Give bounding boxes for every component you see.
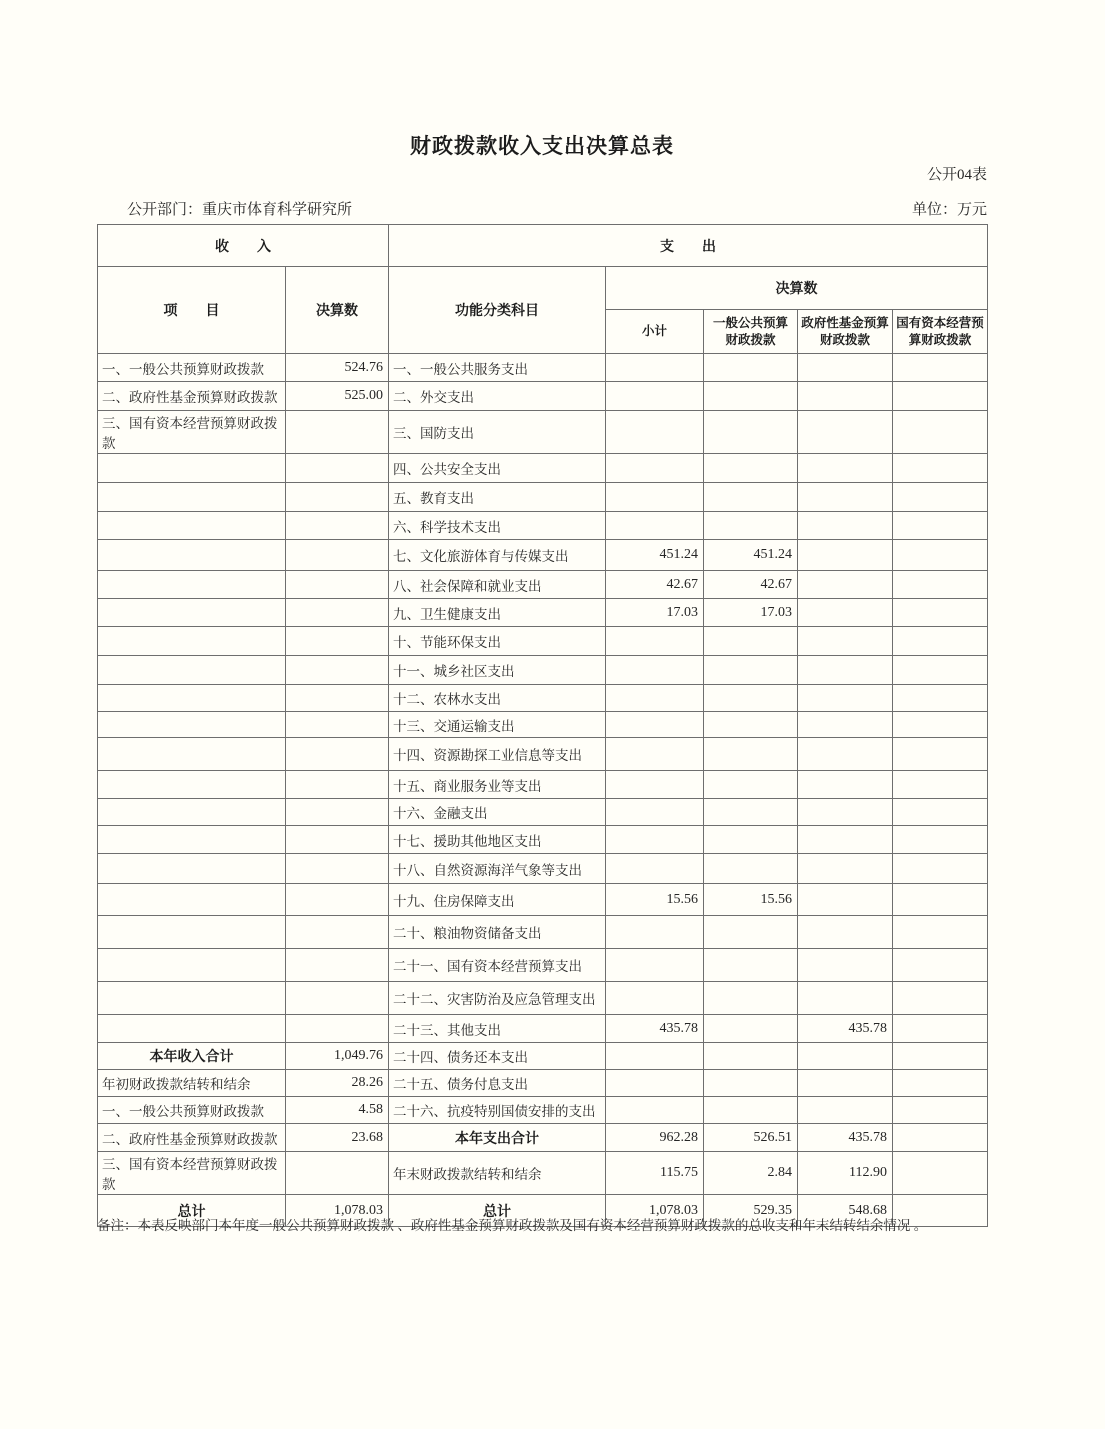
expense-subtotal-cell: 1,078.03 (606, 1195, 704, 1227)
income-value-cell: 23.68 (286, 1124, 389, 1152)
expense-state-capital-cell (893, 982, 988, 1015)
income-value-cell: 4.58 (286, 1097, 389, 1124)
expense-general-budget-cell (704, 411, 798, 454)
expense-gov-fund-cell (798, 738, 893, 771)
expense-item-cell: 本年支出合计 (389, 1124, 606, 1152)
expense-gov-fund-cell (798, 1097, 893, 1124)
expense-subtotal-cell: 17.03 (606, 599, 704, 627)
expense-subtotal-cell (606, 1043, 704, 1070)
expense-general-budget-cell (704, 826, 798, 854)
table-row (98, 685, 988, 712)
income-value-cell (286, 454, 389, 483)
expense-state-capital-cell (893, 884, 988, 916)
expense-general-budget-cell (704, 854, 798, 884)
header-row-sections (98, 225, 988, 267)
income-value-cell (286, 884, 389, 916)
expense-subtotal-cell (606, 354, 704, 382)
table-row (98, 826, 988, 854)
expense-state-capital-cell (893, 483, 988, 512)
expense-general-budget-cell (704, 685, 798, 712)
column-header-gov-fund: 政府性基金预算财政拨款 (798, 310, 893, 354)
income-item-cell: 三、国有资本经营预算财政拨款 (98, 411, 286, 454)
expense-state-capital-cell (893, 656, 988, 685)
expense-item-cell: 六、科学技术支出 (389, 512, 606, 540)
expense-subtotal-cell: 15.56 (606, 884, 704, 916)
expense-gov-fund-cell (798, 599, 893, 627)
table-row (98, 771, 988, 799)
column-header-final-amount: 决算数 (286, 267, 389, 354)
expense-general-budget-cell (704, 799, 798, 826)
expense-item-cell: 二、外交支出 (389, 382, 606, 411)
expense-general-budget-cell (704, 1097, 798, 1124)
expense-gov-fund-cell (798, 354, 893, 382)
expense-general-budget-cell: 526.51 (704, 1124, 798, 1152)
expense-gov-fund-cell (798, 884, 893, 916)
expense-gov-fund-cell: 435.78 (798, 1124, 893, 1152)
expense-general-budget-cell (704, 382, 798, 411)
income-item-cell (98, 685, 286, 712)
expense-subtotal-cell: 42.67 (606, 571, 704, 599)
table-header (98, 225, 988, 354)
income-item-cell (98, 738, 286, 771)
income-value-cell (286, 599, 389, 627)
expense-item-cell: 十七、援助其他地区支出 (389, 826, 606, 854)
income-value-cell (286, 799, 389, 826)
expense-general-budget-cell (704, 1015, 798, 1043)
expense-general-budget-cell: 451.24 (704, 540, 798, 571)
expense-gov-fund-cell (798, 411, 893, 454)
income-value-cell (286, 540, 389, 571)
expense-subtotal-cell (606, 712, 704, 738)
expense-gov-fund-cell (798, 483, 893, 512)
income-item-cell: 一、一般公共预算财政拨款 (98, 354, 286, 382)
table-row (98, 354, 988, 382)
expense-general-budget-cell (704, 982, 798, 1015)
expense-state-capital-cell (893, 1152, 988, 1195)
table-row (98, 483, 988, 512)
expense-state-capital-cell (893, 540, 988, 571)
income-item-cell: 二、政府性基金预算财政拨款 (98, 382, 286, 411)
income-value-cell (286, 685, 389, 712)
expense-general-budget-cell (704, 627, 798, 656)
expense-general-budget-cell (704, 1070, 798, 1097)
expense-general-budget-cell: 17.03 (704, 599, 798, 627)
income-item-cell (98, 599, 286, 627)
expense-state-capital-cell (893, 627, 988, 656)
expense-item-cell: 十二、农林水支出 (389, 685, 606, 712)
expense-subtotal-cell (606, 826, 704, 854)
income-item-cell (98, 916, 286, 949)
income-value-cell (286, 712, 389, 738)
unit-label: 单位：万元 (911, 202, 987, 218)
expense-subtotal-cell (606, 656, 704, 685)
income-value-cell (286, 571, 389, 599)
expense-subtotal-cell (606, 1097, 704, 1124)
expense-general-budget-cell (704, 771, 798, 799)
expense-item-cell: 一、一般公共服务支出 (389, 354, 606, 382)
table-row (98, 1070, 988, 1097)
expense-item-cell: 九、卫生健康支出 (389, 599, 606, 627)
header-row-columns (98, 267, 988, 310)
income-item-cell: 三、国有资本经营预算财政拨款 (98, 1152, 286, 1195)
expense-gov-fund-cell (798, 712, 893, 738)
expense-state-capital-cell (893, 1097, 988, 1124)
expense-state-capital-cell (893, 771, 988, 799)
expense-general-budget-cell (704, 454, 798, 483)
expense-gov-fund-cell (798, 540, 893, 571)
expense-general-budget-cell: 529.35 (704, 1195, 798, 1227)
income-section-header: 收 入 (98, 225, 389, 267)
income-item-cell (98, 483, 286, 512)
expense-state-capital-cell (893, 354, 988, 382)
expense-subtotal-cell (606, 738, 704, 771)
expense-state-capital-cell (893, 1124, 988, 1152)
table-row (98, 382, 988, 411)
expense-general-budget-cell (704, 656, 798, 685)
expense-gov-fund-cell (798, 826, 893, 854)
expense-gov-fund-cell (798, 916, 893, 949)
income-item-cell (98, 1015, 286, 1043)
income-value-cell: 525.00 (286, 382, 389, 411)
expense-item-cell: 十九、住房保障支出 (389, 884, 606, 916)
expense-section-header: 支 出 (389, 225, 988, 267)
expense-gov-fund-cell (798, 949, 893, 982)
income-value-cell (286, 771, 389, 799)
expense-general-budget-cell (704, 712, 798, 738)
expense-item-cell: 二十、粮油物资储备支出 (389, 916, 606, 949)
table-row (98, 854, 988, 884)
expense-subtotal-cell (606, 512, 704, 540)
income-item-cell: 总计 (98, 1195, 286, 1227)
expense-gov-fund-cell (798, 771, 893, 799)
income-value-cell: 524.76 (286, 354, 389, 382)
expense-state-capital-cell (893, 1070, 988, 1097)
expense-gov-fund-cell: 435.78 (798, 1015, 893, 1043)
expense-gov-fund-cell (798, 799, 893, 826)
expense-gov-fund-cell (798, 1043, 893, 1070)
expense-gov-fund-cell: 112.90 (798, 1152, 893, 1195)
expense-state-capital-cell (893, 454, 988, 483)
income-value-cell (286, 1015, 389, 1043)
expense-subtotal-cell (606, 685, 704, 712)
income-item-cell (98, 454, 286, 483)
expense-state-capital-cell (893, 512, 988, 540)
expense-general-budget-cell: 15.56 (704, 884, 798, 916)
expense-item-cell: 四、公共安全支出 (389, 454, 606, 483)
income-value-cell (286, 483, 389, 512)
table-body (98, 354, 988, 1227)
expense-item-cell: 年末财政拨款结转和结余 (389, 1152, 606, 1195)
expense-subtotal-cell (606, 454, 704, 483)
expense-subtotal-cell (606, 949, 704, 982)
page-title: 财政拨款收入支出决算总表 (410, 135, 674, 158)
expense-general-budget-cell (704, 354, 798, 382)
income-value-cell (286, 1152, 389, 1195)
expense-state-capital-cell (893, 599, 988, 627)
expense-state-capital-cell (893, 1043, 988, 1070)
expense-item-cell: 八、社会保障和就业支出 (389, 571, 606, 599)
expense-subtotal-cell (606, 771, 704, 799)
expense-item-cell: 十八、自然资源海洋气象等支出 (389, 854, 606, 884)
expense-general-budget-cell (704, 916, 798, 949)
expense-general-budget-cell: 42.67 (704, 571, 798, 599)
expense-general-budget-cell (704, 949, 798, 982)
expense-gov-fund-cell (798, 685, 893, 712)
table-row (98, 454, 988, 483)
income-item-cell (98, 949, 286, 982)
expense-subtotal-cell (606, 1070, 704, 1097)
expense-item-cell: 十四、资源勘探工业信息等支出 (389, 738, 606, 771)
expense-item-cell: 二十二、灾害防治及应急管理支出 (389, 982, 606, 1015)
expense-state-capital-cell (893, 382, 988, 411)
income-value-cell (286, 916, 389, 949)
income-item-cell (98, 712, 286, 738)
expense-subtotal-cell (606, 411, 704, 454)
expense-state-capital-cell (893, 685, 988, 712)
expense-state-capital-cell (893, 916, 988, 949)
expense-subtotal-cell (606, 382, 704, 411)
expense-item-cell: 总计 (389, 1195, 606, 1227)
income-value-cell (286, 411, 389, 454)
income-item-cell (98, 771, 286, 799)
income-value-cell: 1,049.76 (286, 1043, 389, 1070)
expense-item-cell: 二十五、债务付息支出 (389, 1070, 606, 1097)
table-row (98, 949, 988, 982)
table-row (98, 1097, 988, 1124)
income-item-cell (98, 854, 286, 884)
column-header-subtotal: 小计 (606, 310, 704, 354)
income-item-cell (98, 540, 286, 571)
income-item-cell (98, 512, 286, 540)
column-header-function: 功能分类科目 (389, 267, 606, 354)
expense-gov-fund-cell (798, 512, 893, 540)
table-row (98, 411, 988, 454)
expense-gov-fund-cell: 548.68 (798, 1195, 893, 1227)
budget-summary-table (97, 224, 988, 1227)
expense-state-capital-cell (893, 826, 988, 854)
income-item-cell (98, 627, 286, 656)
expense-gov-fund-cell (798, 854, 893, 884)
expense-subtotal-cell (606, 982, 704, 1015)
expense-item-cell: 二十四、债务还本支出 (389, 1043, 606, 1070)
income-value-cell: 1,078.03 (286, 1195, 389, 1227)
column-header-state-capital: 国有资本经营预算财政拨款 (893, 310, 988, 354)
income-item-cell: 年初财政拨款结转和结余 (98, 1070, 286, 1097)
income-item-cell (98, 884, 286, 916)
table-row (98, 1015, 988, 1043)
table-row (98, 627, 988, 656)
expense-item-cell: 十一、城乡社区支出 (389, 656, 606, 685)
expense-state-capital-cell (893, 799, 988, 826)
expense-subtotal-cell: 451.24 (606, 540, 704, 571)
table-row (98, 884, 988, 916)
expense-subtotal-cell: 435.78 (606, 1015, 704, 1043)
income-value-cell (286, 949, 389, 982)
expense-state-capital-cell (893, 854, 988, 884)
table-row (98, 712, 988, 738)
expense-subtotal-cell (606, 916, 704, 949)
expense-state-capital-cell (893, 1015, 988, 1043)
expense-subtotal-cell: 962.28 (606, 1124, 704, 1152)
expense-state-capital-cell (893, 411, 988, 454)
expense-state-capital-cell (893, 949, 988, 982)
income-value-cell (286, 738, 389, 771)
table-row (98, 1043, 988, 1070)
expense-gov-fund-cell (798, 1070, 893, 1097)
income-value-cell (286, 656, 389, 685)
table-row (98, 1124, 988, 1152)
expense-gov-fund-cell (798, 627, 893, 656)
expense-item-cell: 十、节能环保支出 (389, 627, 606, 656)
table-row (98, 1152, 988, 1195)
expense-item-cell: 五、教育支出 (389, 483, 606, 512)
expense-item-cell: 十六、金融支出 (389, 799, 606, 826)
expense-item-cell: 七、文化旅游体育与传媒支出 (389, 540, 606, 571)
expense-subtotal-cell (606, 854, 704, 884)
income-item-cell (98, 982, 286, 1015)
expense-general-budget-cell: 2.84 (704, 1152, 798, 1195)
footnote: 备注：本表反映部门本年度一般公共预算财政拨款 、政府性基金预算财政拨款及国有资本经营预算财政拨款的总收支和年末结转结余情况 。 (97, 1218, 928, 1233)
expense-general-budget-cell (704, 738, 798, 771)
expense-gov-fund-cell (798, 982, 893, 1015)
expense-item-cell: 二十一、国有资本经营预算支出 (389, 949, 606, 982)
table-row (98, 599, 988, 627)
income-item-cell (98, 826, 286, 854)
table-row (98, 540, 988, 571)
income-value-cell (286, 982, 389, 1015)
income-value-cell (286, 627, 389, 656)
expense-general-budget-cell (704, 483, 798, 512)
expense-state-capital-cell (893, 738, 988, 771)
expense-general-budget-cell (704, 512, 798, 540)
table-row (98, 656, 988, 685)
expense-state-capital-cell (893, 712, 988, 738)
column-header-final-group: 决算数 (606, 267, 988, 310)
table-row (98, 916, 988, 949)
income-item-cell: 二、政府性基金预算财政拨款 (98, 1124, 286, 1152)
income-item-cell (98, 656, 286, 685)
expense-subtotal-cell (606, 483, 704, 512)
expense-subtotal-cell (606, 799, 704, 826)
income-value-cell (286, 826, 389, 854)
expense-subtotal-cell: 115.75 (606, 1152, 704, 1195)
income-item-cell (98, 571, 286, 599)
income-item-cell (98, 799, 286, 826)
expense-gov-fund-cell (798, 656, 893, 685)
table-code-label: 公开04表 (926, 167, 987, 183)
table-row (98, 799, 988, 826)
department-label: 公开部门：重庆市体育科学研究所 (127, 202, 353, 218)
income-value-cell (286, 512, 389, 540)
table-row (98, 571, 988, 599)
expense-subtotal-cell (606, 627, 704, 656)
expense-gov-fund-cell (798, 382, 893, 411)
table-row (98, 512, 988, 540)
expense-general-budget-cell (704, 1043, 798, 1070)
income-value-cell (286, 854, 389, 884)
column-header-item: 项 目 (98, 267, 286, 354)
table-row (98, 738, 988, 771)
expense-item-cell: 二十三、其他支出 (389, 1015, 606, 1043)
income-value-cell: 28.26 (286, 1070, 389, 1097)
expense-state-capital-cell (893, 571, 988, 599)
column-header-general-budget: 一般公共预算财政拨款 (704, 310, 798, 354)
income-item-cell: 本年收入合计 (98, 1043, 286, 1070)
expense-item-cell: 三、国防支出 (389, 411, 606, 454)
table-row (98, 982, 988, 1015)
expense-item-cell: 十五、商业服务业等支出 (389, 771, 606, 799)
income-item-cell: 一、一般公共预算财政拨款 (98, 1097, 286, 1124)
expense-item-cell: 二十六、抗疫特别国债安排的支出 (389, 1097, 606, 1124)
expense-item-cell: 十三、交通运输支出 (389, 712, 606, 738)
expense-gov-fund-cell (798, 454, 893, 483)
expense-gov-fund-cell (798, 571, 893, 599)
